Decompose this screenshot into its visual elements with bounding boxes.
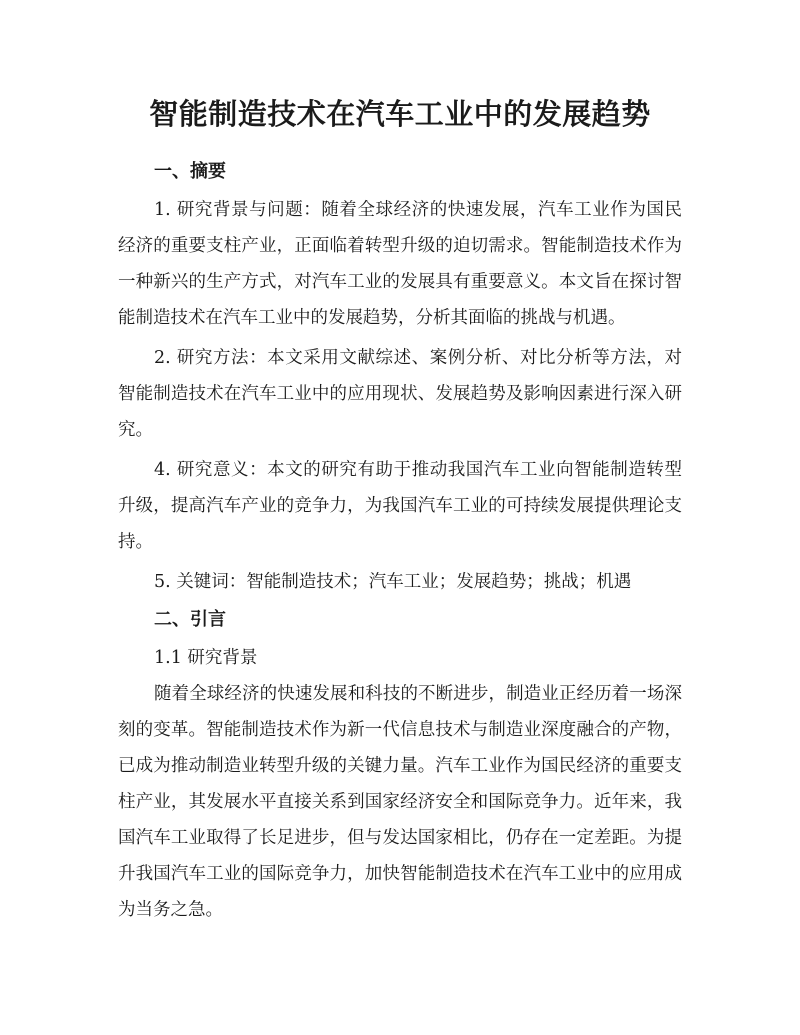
intro-paragraph: 随着全球经济的快速发展和科技的不断进步，制造业正经历着一场深刻的变革。智能制造技术作为新一代信息技术与制造业深度融合的产物，已成为推动制造业转型升级的关键力量。汽车工业作为国民经济的重要支柱产业，其发展水平直接关系到国家经济安全和国际竞争力。近年来，我国汽车工业取得了长足进步，但与发达国家相比，仍存在一定差距。为提升我国汽车工业的国际竞争力，加快智能制造技术在汽车工业中的应用成为当务之急。 — [118, 684, 682, 920]
abstract-paragraph-method: 2. 研究方法：本文采用文献综述、案例分析、对比分析等方法，对智能制造技术在汽车工业中的应用现状、发展趋势及影响因素进行深入研究。 — [118, 348, 682, 440]
abstract-paragraph-significance: 4. 研究意义：本文的研究有助于推动我国汽车工业向智能制造转型升级，提高汽车产业的竞争力，为我国汽车工业的可持续发展提供理论支持。 — [118, 460, 682, 552]
abstract-paragraph-background: 1. 研究背景与问题：随着全球经济的快速发展，汽车工业作为国民经济的重要支柱产业，正面临着转型升级的迫切需求。智能制造技术作为一种新兴的生产方式，对汽车工业的发展具有重要意义。本文旨在探讨智能制造技术在汽车工业中的发展趋势，分析其面临的挑战与机遇。 — [118, 200, 682, 328]
subsection-heading-background: 1.1 研究背景 — [154, 648, 258, 668]
section-heading-abstract: 一、摘要 — [154, 161, 226, 182]
section-heading-intro: 二、引言 — [154, 609, 226, 630]
document-title: 智能制造技术在汽车工业中的发展趋势 — [149, 97, 651, 131]
abstract-paragraph-keywords: 5. 关键词：智能制造技术；汽车工业；发展趋势；挑战；机遇 — [154, 572, 632, 592]
